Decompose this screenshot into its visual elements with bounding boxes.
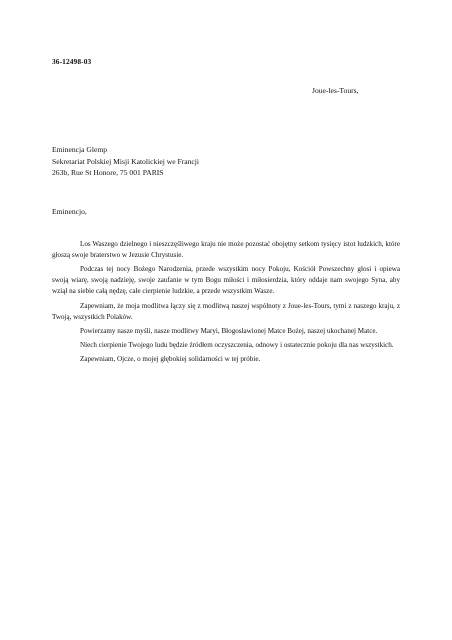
addressee-name: Eminencja Glemp (52, 145, 108, 154)
place-line: Joue-les-Tours, (312, 86, 359, 95)
body-paragraph: Podczas tej nocy Bożego Narodzenia, przede wszystkim nocy Pokoju, Kościół Powszechny głosi i opiewa swoją wiarę, swoją nadzieję, swoje zaufanie w tym Bogu miłości i miłosierdzia, który oddaje nam swojego Syna, aby wziął na siebie całą nędzę, całe cierpienie ludzkie, a przede wszystkim Wasze. (52, 265, 400, 296)
addressee-block (52, 144, 199, 179)
body-paragraph: Zapewniam, że moja modlitwa łączy się z modlitwą naszej wspólnoty z Joue-les-Tours, tymi z naszego kraju, z Twoją, wszystkich Polaków. (52, 301, 400, 321)
letter-body (52, 239, 400, 369)
addressee-address: 263b, Rue St Honore, 75 001 PARIS (52, 168, 164, 177)
reference-number: 36-12498-03 (52, 57, 92, 66)
salutation: Eminencjo, (52, 207, 87, 216)
body-paragraph: Zapewniam, Ojcze, o mojej głębokiej solidarności w tej próbie. (80, 355, 261, 364)
addressee-organization: Sekretariat Polskiej Misji Katolickiej we Francji (52, 156, 199, 166)
body-paragraph: Niech cierpienie Twojego ludu będzie źródłem oczyszczenia, odnowy i ostatecznie pokoju dla nas wszystkich. (80, 341, 394, 350)
body-paragraph: Los Waszego dzielnego i nieszczęśliwego kraju nie może pozostać obojętny setkom tysięcy istot ludzkich, które głoszą swoje braterstwo w Jezusie Chrystusie. (52, 240, 400, 260)
body-paragraph: Powierzamy nasze myśli, nasze modlitwy Maryi, Błogosławionej Matce Bożej, naszej ukochanej Matce. (80, 326, 378, 335)
